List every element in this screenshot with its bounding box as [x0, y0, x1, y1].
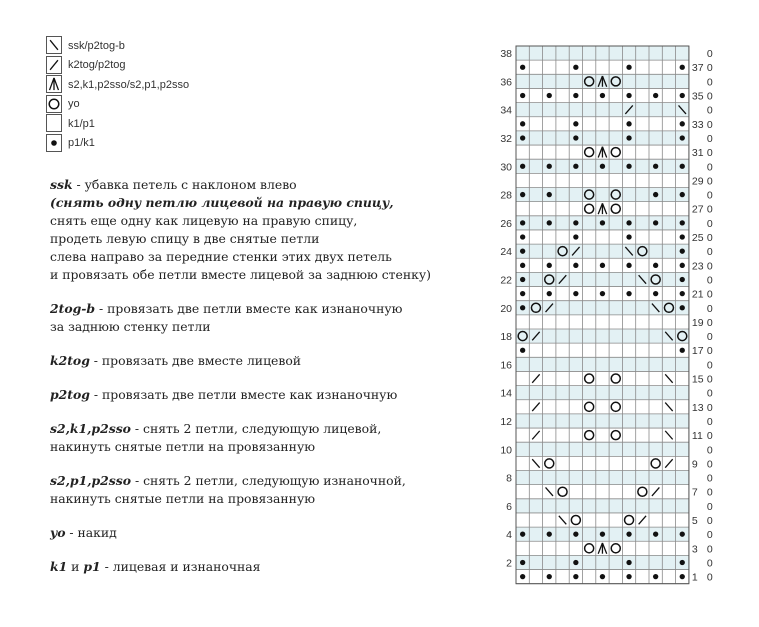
row-number: 12: [500, 415, 512, 428]
zero-label: 0: [706, 118, 713, 131]
row-number: 33: [691, 118, 704, 131]
dot-icon: [520, 93, 525, 98]
dot-icon: [626, 93, 631, 98]
dot-icon: [573, 291, 578, 296]
dot-icon: [680, 135, 685, 140]
yarn-over-icon: [611, 204, 620, 213]
legend-label: s2,k1,p2sso/s2,p1,p2sso: [68, 78, 190, 91]
s2p1p2sso-desc-line2: накинуть снятые петли на провязанную: [50, 491, 316, 506]
zero-label: 0: [706, 189, 713, 202]
row-number: 8: [506, 472, 512, 485]
row-number: 15: [691, 373, 704, 386]
shaded-row: [516, 414, 689, 428]
dot-icon: [547, 220, 552, 225]
decrease-left-icon: [665, 403, 672, 411]
ssk-desc-line: (снять одну петлю лицевой на правую спицу,: [50, 195, 394, 210]
zero-label: 0: [706, 444, 713, 457]
row-number: 17: [691, 345, 704, 358]
zero-label: 0: [706, 316, 713, 329]
dot-icon: [573, 560, 578, 565]
dot-icon: [520, 263, 525, 268]
row-number: 36: [500, 76, 512, 89]
zero-label: 0: [706, 486, 713, 499]
decrease-right-icon: [532, 431, 539, 439]
legend-label: ssk/p2tog-b: [68, 39, 125, 52]
dot-icon: [520, 574, 525, 579]
dot-icon: [600, 291, 605, 296]
row-number: 34: [500, 104, 512, 117]
row-number: 26: [500, 217, 512, 230]
shaded-row: [516, 131, 689, 145]
dot-icon: [520, 277, 525, 282]
zero-label: 0: [706, 217, 713, 230]
dot-icon: [600, 220, 605, 225]
dot-icon: [626, 135, 631, 140]
decrease-right-icon: [532, 374, 539, 382]
s2k1p2sso-desc: s2,k1,p2sso - снять 2 петли, следующую лицевой,: [50, 421, 382, 436]
dot-icon: [680, 277, 685, 282]
dot-icon: [680, 263, 685, 268]
dot-icon: [520, 135, 525, 140]
legend-label: k2tog/p2tog: [68, 59, 126, 72]
zero-label: 0: [706, 415, 713, 428]
dot-icon: [573, 93, 578, 98]
dot-icon: [600, 263, 605, 268]
shaded-row: [516, 301, 689, 315]
dot-icon: [653, 291, 658, 296]
row-number: 30: [500, 161, 512, 174]
yarn-over-icon: [611, 402, 620, 411]
row-number: 10: [500, 444, 512, 457]
shaded-row: [516, 442, 689, 456]
dot-icon: [653, 532, 658, 537]
decrease-right-icon: [652, 487, 659, 495]
dot-icon: [680, 574, 685, 579]
k1p1-desc: k1 и p1 - лицевая и изнаночная: [50, 559, 261, 574]
dot-icon: [626, 574, 631, 579]
row-number: 9: [691, 458, 698, 471]
double-decrease-icon: [598, 147, 607, 158]
row-number: 27: [691, 203, 704, 216]
row-number: 24: [500, 246, 512, 259]
shaded-row: [516, 244, 689, 258]
zero-label: 0: [706, 515, 713, 528]
decrease-right-icon: [532, 403, 539, 411]
row-number: 18: [500, 331, 512, 344]
row-number: 3: [691, 543, 698, 556]
dot-icon: [680, 65, 685, 70]
yarn-over-icon: [585, 402, 594, 411]
yarn-over-icon: [545, 459, 554, 468]
row-number: 5: [691, 515, 698, 528]
decrease-left-icon: [665, 374, 672, 382]
row-number: 13: [691, 401, 704, 414]
yarn-over-icon: [651, 459, 660, 468]
yarn-over-icon: [611, 374, 620, 383]
zero-label: 0: [706, 147, 713, 160]
ssk-desc-line: слева направо за передние стенки этих двух петель: [50, 249, 392, 264]
zero-label: 0: [706, 232, 713, 245]
dot-icon: [653, 164, 658, 169]
shaded-row: [516, 46, 689, 60]
zero-label: 0: [706, 175, 713, 188]
row-number: 23: [691, 260, 704, 273]
dot-icon: [653, 220, 658, 225]
zero-label: 0: [706, 331, 713, 344]
zero-label: 0: [706, 359, 713, 372]
dot-icon: [680, 560, 685, 565]
row-number: 6: [506, 500, 512, 513]
shaded-row: [516, 357, 689, 371]
zero-label: 0: [706, 62, 713, 75]
dot-icon: [520, 65, 525, 70]
chart-grid: [516, 46, 689, 584]
shaded-row: [516, 272, 689, 286]
row-number: 20: [500, 302, 512, 315]
zero-label: 0: [706, 387, 713, 400]
row-number: 37: [691, 62, 704, 75]
zero-label: 0: [706, 458, 713, 471]
row-number: 16: [500, 359, 512, 372]
ssk-desc-line: и провязать обе петли вместе лицевой за заднюю стенку): [50, 267, 431, 282]
dot-icon: [653, 263, 658, 268]
dot-icon: [520, 220, 525, 225]
zero-label: 0: [706, 203, 713, 216]
row-number: 21: [691, 288, 704, 301]
dot-icon: [573, 121, 578, 126]
yarn-over-icon: [558, 487, 567, 496]
zero-label: 0: [706, 401, 713, 414]
dot-icon: [547, 93, 552, 98]
dot-icon: [680, 305, 685, 310]
dot-icon: [547, 532, 552, 537]
dot-icon: [680, 93, 685, 98]
dot-icon: [680, 192, 685, 197]
double-decrease-icon: [598, 203, 607, 214]
p2togb-desc-line2: за заднюю стенку петли: [50, 319, 211, 334]
dot-icon: [600, 532, 605, 537]
shaded-row: [516, 555, 689, 569]
zero-label: 0: [706, 543, 713, 556]
row-number: 31: [691, 147, 704, 160]
row-number: 25: [691, 232, 704, 245]
dot-icon: [547, 574, 552, 579]
dot-icon: [653, 93, 658, 98]
zero-label: 0: [706, 104, 713, 117]
zero-label: 0: [706, 430, 713, 443]
zero-label: 0: [706, 571, 713, 584]
dot-icon: [573, 135, 578, 140]
yarn-over-icon: [625, 516, 634, 525]
yarn-over-icon: [585, 374, 594, 383]
dot-icon: [680, 164, 685, 169]
p2togb-desc: 2tog-b - провязать две петли вместе как изнаночную: [50, 301, 403, 316]
zero-label: 0: [706, 302, 713, 315]
zero-label: 0: [706, 529, 713, 542]
dot-icon: [626, 164, 631, 169]
dot-icon: [573, 220, 578, 225]
decrease-right-icon: [639, 516, 646, 524]
dot-icon: [520, 234, 525, 239]
decrease-left-icon: [546, 487, 553, 495]
dot-icon: [626, 220, 631, 225]
k2tog-desc: k2tog - провязать две вместе лицевой: [50, 353, 302, 368]
shaded-row: [516, 188, 689, 202]
dot-icon: [520, 192, 525, 197]
shaded-row: [516, 386, 689, 400]
dot-icon: [653, 192, 658, 197]
dot-icon: [626, 291, 631, 296]
dot-icon: [626, 560, 631, 565]
dot-icon: [573, 234, 578, 239]
yarn-over-icon: [585, 431, 594, 440]
dot-icon: [653, 574, 658, 579]
row-number: 35: [691, 90, 704, 103]
shaded-row: [516, 103, 689, 117]
dot-icon: [520, 348, 525, 353]
legend-label: p1/k1: [68, 137, 95, 150]
decrease-right-icon: [665, 459, 672, 467]
decrease-left-icon: [532, 459, 539, 467]
row-number: 1: [691, 571, 698, 584]
ssk-desc-line: ssk - убавка петель с наклоном влево: [50, 177, 297, 192]
dot-icon: [680, 249, 685, 254]
row-number: 32: [500, 132, 512, 145]
yo-desc: yo - накид: [50, 525, 117, 540]
row-number: 29: [691, 175, 704, 188]
yarn-over-icon: [611, 431, 620, 440]
dot-icon: [520, 164, 525, 169]
zero-label: 0: [706, 373, 713, 386]
dot-icon: [600, 574, 605, 579]
yarn-over-icon: [571, 516, 580, 525]
row-number: 4: [506, 529, 512, 542]
dot-icon: [680, 348, 685, 353]
s2p1p2sso-desc: s2,p1,p2sso - снять 2 петли, следующую изнаночной,: [50, 473, 406, 488]
yarn-over-icon: [611, 148, 620, 157]
decrease-left-icon: [665, 431, 672, 439]
zero-label: 0: [706, 132, 713, 145]
shaded-row: [516, 471, 689, 485]
dot-icon: [520, 532, 525, 537]
dot-icon: [680, 234, 685, 239]
row-number: 22: [500, 274, 512, 287]
dot-icon: [547, 164, 552, 169]
shaded-row: [516, 499, 689, 513]
dot-icon: [680, 121, 685, 126]
row-number: 38: [500, 48, 512, 61]
yarn-over-icon: [638, 487, 647, 496]
dot-icon: [547, 263, 552, 268]
ssk-desc-line: продеть левую спицу в две снятые петли: [50, 231, 320, 246]
zero-label: 0: [706, 90, 713, 103]
row-number: 14: [500, 387, 512, 400]
dot-icon: [547, 192, 552, 197]
zero-label: 0: [706, 500, 713, 513]
p2tog-desc: p2tog - провязать две петли вместе как изнаночную: [50, 387, 398, 402]
zero-label: 0: [706, 274, 713, 287]
dot-icon: [600, 93, 605, 98]
row-number: 7: [691, 486, 698, 499]
zero-label: 0: [706, 260, 713, 273]
zero-label: 0: [706, 246, 713, 259]
dot-icon: [626, 263, 631, 268]
zero-label: 0: [706, 48, 713, 61]
dot-icon: [573, 65, 578, 70]
dot-icon: [626, 121, 631, 126]
shaded-row: [516, 329, 689, 343]
dot-icon: [680, 220, 685, 225]
dot-icon: [520, 121, 525, 126]
s2k1p2sso-desc-line2: накинуть снятые петли на провязанную: [50, 439, 316, 454]
dot-icon: [520, 305, 525, 310]
yarn-over-icon: [611, 544, 620, 553]
dot-icon: [573, 263, 578, 268]
dot-icon: [626, 532, 631, 537]
dot-icon: [520, 560, 525, 565]
zero-label: 0: [706, 161, 713, 174]
zero-label: 0: [706, 288, 713, 301]
yarn-over-icon: [585, 148, 594, 157]
dot-icon: [680, 291, 685, 296]
dot-icon: [626, 65, 631, 70]
dot-icon: [573, 164, 578, 169]
decrease-left-icon: [559, 516, 566, 524]
dot-icon: [520, 249, 525, 254]
dot-icon: [626, 234, 631, 239]
dot-icon: [573, 532, 578, 537]
dot-icon: [573, 574, 578, 579]
yarn-over-icon: [585, 544, 594, 553]
dot-icon: [547, 291, 552, 296]
row-number: 11: [691, 430, 703, 443]
zero-label: 0: [706, 76, 713, 89]
double-decrease-icon: [598, 543, 607, 554]
zero-label: 0: [706, 345, 713, 358]
row-number: 19: [691, 316, 704, 329]
legend-label: k1/p1: [68, 117, 95, 130]
zero-label: 0: [706, 472, 713, 485]
row-number: 2: [506, 557, 512, 570]
dot-icon: [600, 164, 605, 169]
row-number: 28: [500, 189, 512, 202]
yarn-over-icon: [585, 204, 594, 213]
zero-label: 0: [706, 557, 713, 570]
legend-label: yo: [68, 98, 80, 111]
dot-icon: [520, 291, 525, 296]
ssk-desc-line: снять еще одну как лицевую на правую спицу,: [50, 213, 358, 228]
dot-icon: [680, 532, 685, 537]
